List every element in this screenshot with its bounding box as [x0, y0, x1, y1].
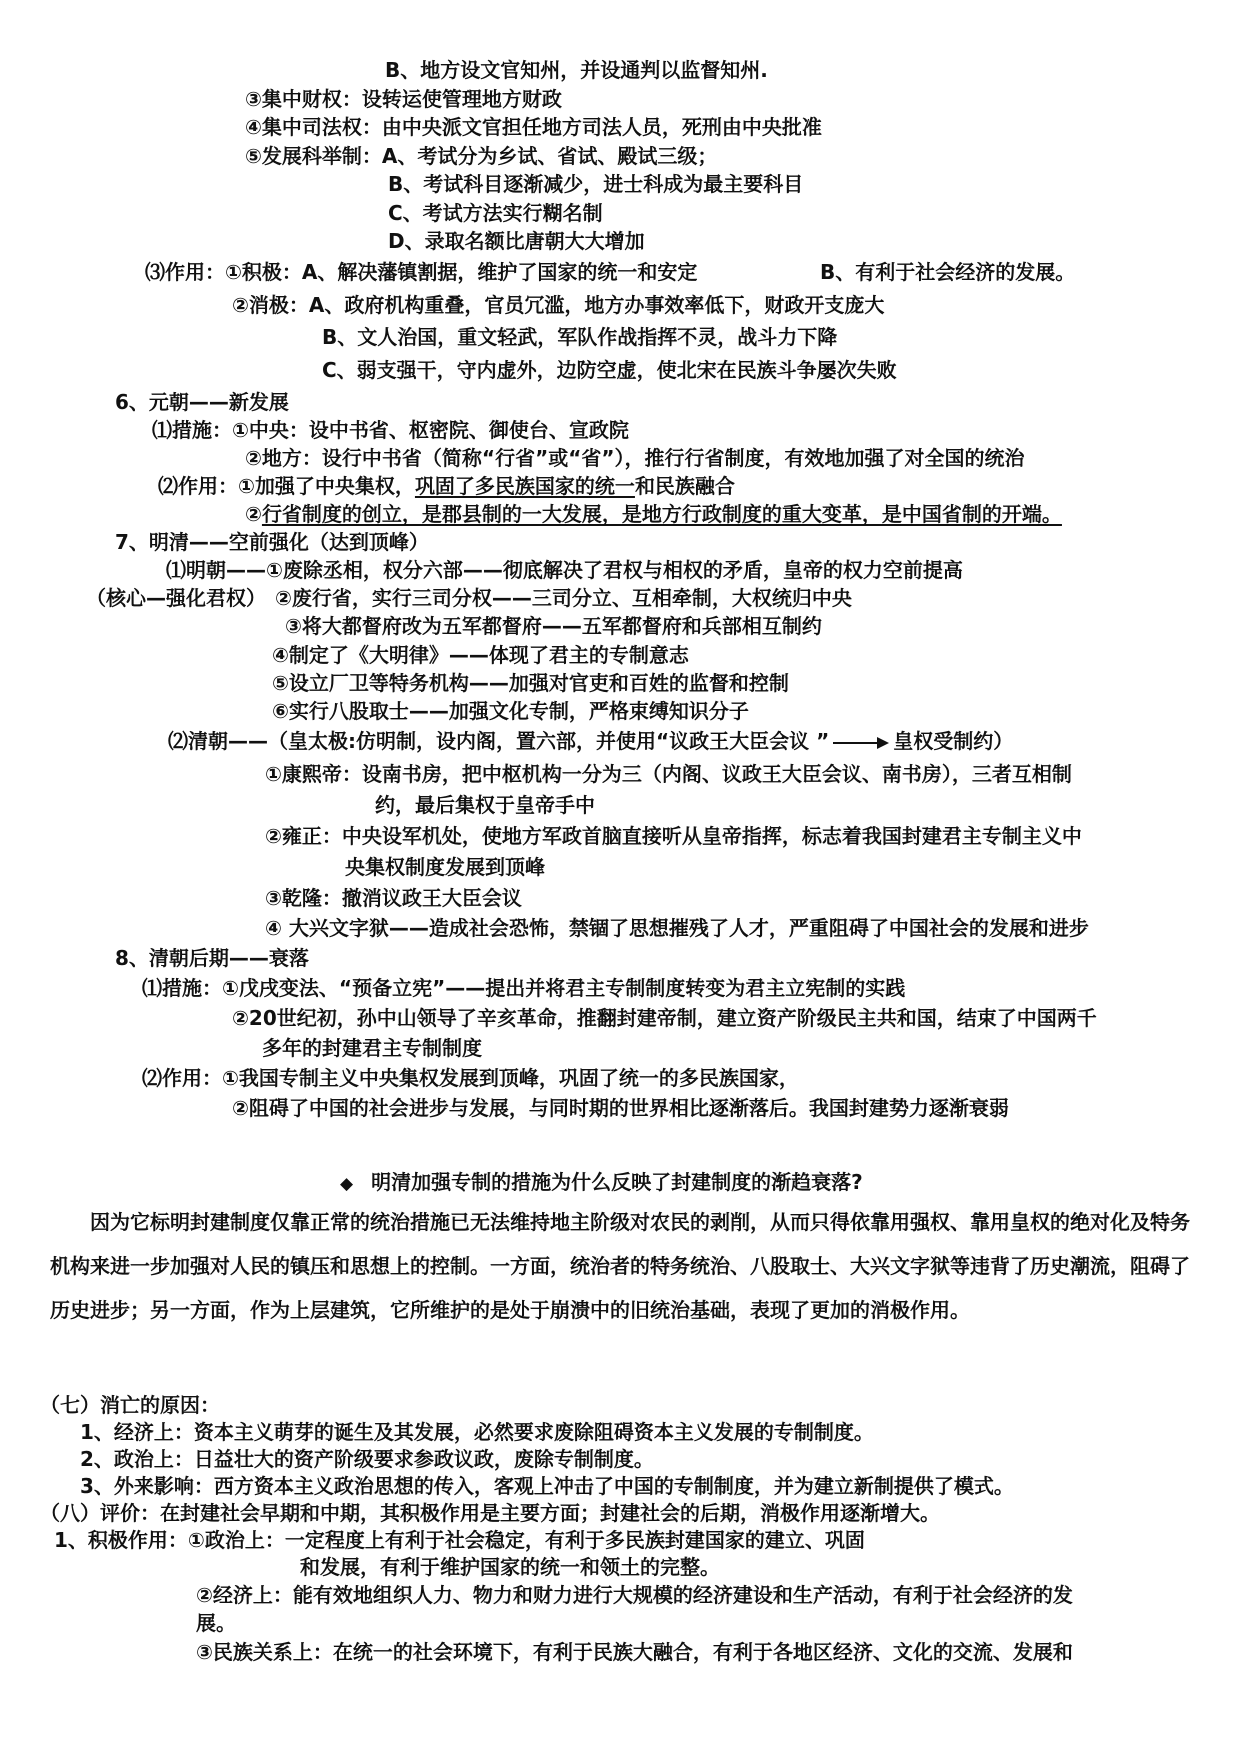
text-segment: 皇权受制约）	[893, 729, 1014, 753]
text-line: ④ 大兴文字狱——造成社会恐怖，禁锢了思想摧残了人才，严重阻碍了中国社会的发展和进步	[265, 916, 1089, 940]
text-segment: ⑵作用：①加强了中央集权，	[158, 474, 415, 498]
text-line: 约，最后集权于皇帝手中	[375, 793, 595, 817]
text-line: ②废行省，实行三司分权——三司分立、互相牵制，大权统归中央	[275, 586, 852, 610]
diamond-bullet-icon: ◆	[340, 1174, 354, 1194]
text-line: ②经济上：能有效地组织人力、物力和财力进行大规模的经济建设和生产活动，有利于社会经济的发	[196, 1583, 1073, 1607]
text-line: ②雍正：中央设军机处，使地方军政首脑直接听从皇帝指挥，标志着我国封建君主专制主义中	[265, 824, 1082, 848]
text-line: ③乾隆：撤消议政王大臣会议	[265, 886, 522, 910]
question-text: 明清加强专制的措施为什么反映了封建制度的渐趋衰落?	[371, 1170, 863, 1194]
text-line: ②地方：设行中书省（简称“行省”或“省”），推行行省制度，有效地加强了对全国的统治	[245, 446, 1025, 470]
text-line: ⑴明朝——①废除丞相，权分六部——彻底解决了君权与相权的矛盾，皇帝的权力空前提高	[166, 558, 963, 582]
text-line: 1、经济上：资本主义萌芽的诞生及其发展，必然要求废除阻碍资本主义发展的专制制度。	[80, 1420, 874, 1444]
text-line: 和发展，有利于维护国家的统一和领土的完整。	[300, 1555, 720, 1579]
text-line	[168, 729, 1013, 753]
text-line: ⑶作用：①积极：A、解决藩镇割据，维护了国家的统一和安定	[145, 260, 698, 284]
text-line: 多年的封建君主专制制度	[262, 1036, 482, 1060]
text-line: ③将大都督府改为五军都督府——五军都督府和兵部相互制约	[285, 614, 822, 638]
text-line: ⑵作用：①我国专制主义中央集权发展到顶峰，巩固了统一的多民族国家，	[142, 1066, 799, 1090]
text-line: 2、政治上：日益壮大的资产阶级要求参政议政，废除专制制度。	[80, 1447, 654, 1471]
section-heading: （七）消亡的原因：	[40, 1393, 220, 1417]
section-heading: （八）评价：在封建社会早期和中期，其积极作用是主要方面；封建社会的后期，消极作用逐渐增大。	[40, 1501, 940, 1525]
text-line	[245, 502, 1062, 526]
text-line	[158, 474, 735, 498]
underlined-text: 行省制度的创立，是郡县制的一大发展，是地方行政制度的重大变革，是中国省制的开端。	[261, 502, 1062, 526]
text-line: ④集中司法权：由中央派文官担任地方司法人员，死刑由中央批准	[245, 115, 822, 139]
text-line: ④制定了《大明律》——体现了君主的专制意志	[272, 643, 689, 667]
text-line: ⑴措施：①戊戌变法、“预备立宪”——提出并将君主专制制度转变为君主立宪制的实践	[142, 976, 906, 1000]
text-line: B、地方设文官知州，并设通判以监督知州.	[385, 58, 768, 82]
text-line: C、考试方法实行糊名制	[388, 201, 603, 225]
section-heading: 7、明清——空前强化（达到顶峰）	[115, 530, 429, 554]
text-line: ⑤发展科举制：A、考试分为乡试、省试、殿试三级；	[245, 144, 718, 168]
text-line: ⑥实行八股取士——加强文化专制，严格束缚知识分子	[272, 699, 749, 723]
text-line: ③集中财权：设转运使管理地方财政	[245, 87, 562, 111]
text-line: ②阻碍了中国的社会进步与发展，与同时期的世界相比逐渐落后。我国封建势力逐渐衰弱	[232, 1096, 1009, 1120]
text-line: ⑴措施：①中央：设中书省、枢密院、御使台、宣政院	[152, 418, 629, 442]
text-line: B、文人治国，重文轻武，军队作战指挥不灵，战斗力下降	[322, 325, 838, 349]
answer-paragraph: 因为它标明封建制度仅靠正常的统治措施已无法维持地主阶级对农民的剥削，从而只得依靠用强权、靠用皇权的绝对化及特务机构来进一步加强对人民的镇压和思想上的控制。一方面，统治者的特务统治、八股取士、大兴文字狱等违背了历史潮流，阻碍了历史进步；另一方面，作为上层建筑，它所维护的是处于崩溃中的旧统治基础，表现了更加的消极作用。	[50, 1210, 1190, 1322]
arrow-right-icon	[833, 735, 889, 751]
section-heading: 6、元朝——新发展	[115, 390, 289, 414]
text-line: 央集权制度发展到顶峰	[345, 855, 545, 879]
text-segment: 和民族融合	[634, 474, 735, 498]
question-heading	[340, 1170, 863, 1196]
text-line: 1、积极作用：①政治上：一定程度上有利于社会稳定，有利于多民族封建国家的建立、巩固	[54, 1528, 865, 1552]
text-line: ②消极：A、政府机构重叠，官员冗滥，地方办事效率低下，财政开支庞大	[232, 293, 885, 317]
text-line: ③民族关系上：在统一的社会环境下，有利于民族大融合，有利于各地区经济、文化的交流、发展和	[196, 1640, 1073, 1664]
text-line: ⑤设立厂卫等特务机构——加强对官吏和百姓的监督和控制	[272, 671, 789, 695]
text-line: B、考试科目逐渐减少，进士科成为最主要科目	[388, 172, 804, 196]
text-line: B、有利于社会经济的发展。	[820, 260, 1076, 284]
section-heading: 8、清朝后期——衰落	[115, 946, 309, 970]
text-line: （核心—强化君权）	[86, 586, 266, 610]
text-line: 3、外来影响：西方资本主义政治思想的传入，客观上冲击了中国的专制制度，并为建立新制提供了模式。	[80, 1474, 1014, 1498]
text-line: 展。	[196, 1611, 236, 1635]
text-segment: ②	[245, 502, 262, 526]
text-line: ①康熙帝：设南书房，把中枢机构一分为三（内阁、议政王大臣会议、南书房），三者互相制	[265, 762, 1072, 786]
underlined-text: 巩固了多民族国家的统一	[414, 474, 635, 498]
text-line: C、弱支强干，守内虚外，边防空虚，使北宋在民族斗争屡次失败	[322, 358, 897, 382]
text-line: D、录取名额比唐朝大大增加	[388, 229, 645, 253]
text-segment: ⑵清朝——（皇太极:仿明制，设内阁，置六部，并使用“议政王大臣会议 ”	[168, 729, 830, 753]
text-line: ②20世纪初，孙中山领导了辛亥革命，推翻封建帝制，建立资产阶级民主共和国，结束了中国两千	[232, 1006, 1097, 1030]
